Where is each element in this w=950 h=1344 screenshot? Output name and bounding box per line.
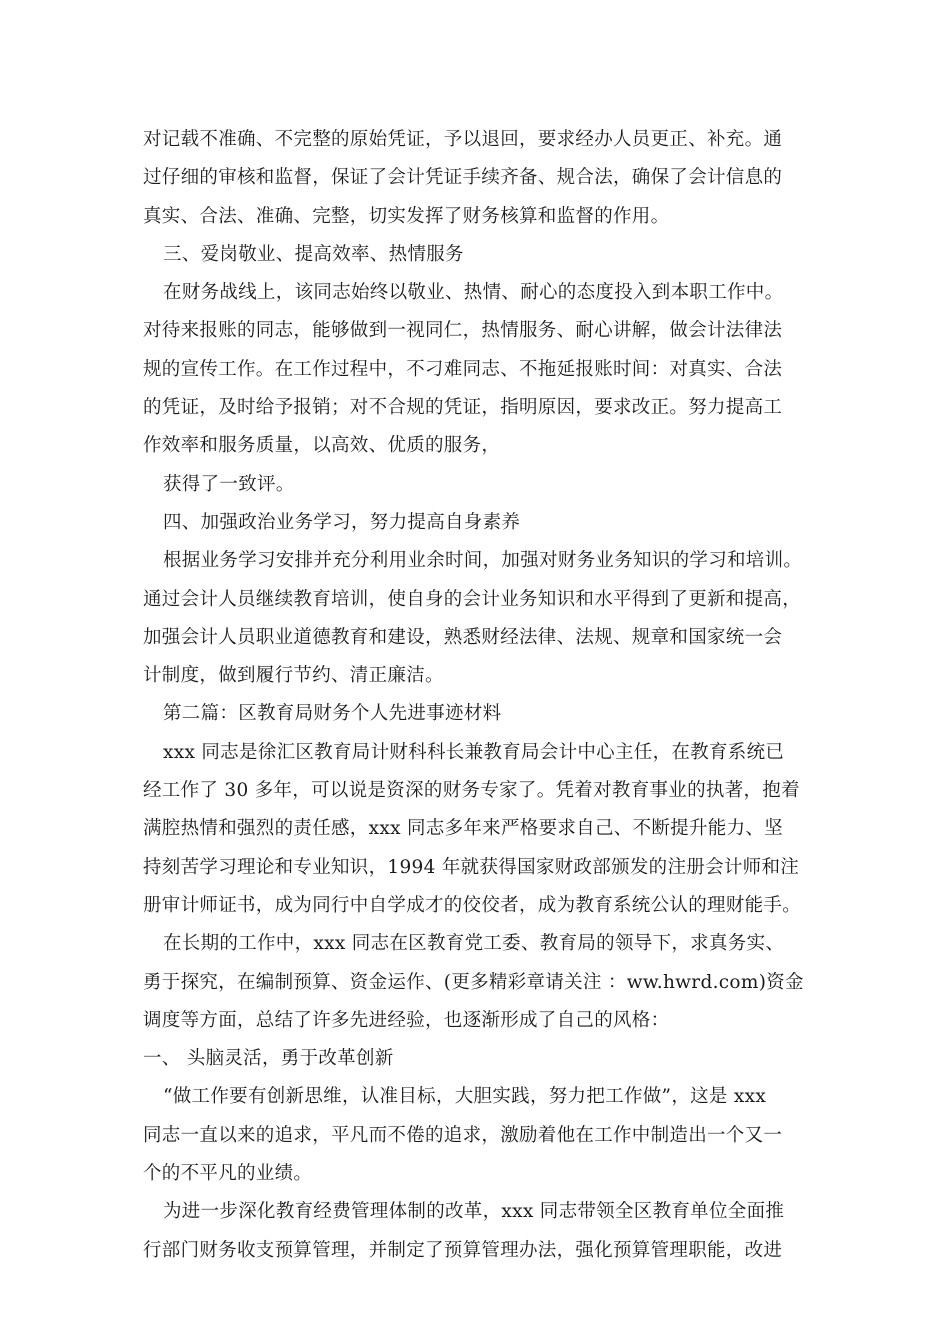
text-line: 经工作了 30 多年，可以说是资深的财务专家了。凭着对教育事业的执著，抱着 <box>143 780 800 802</box>
text-line: 计制度，做到履行节约、清正廉洁。 <box>143 665 444 687</box>
text-line: xxx 同志是徐汇区教育局计财科科长兼教育局会计中心主任，在教育系统已 <box>163 741 785 763</box>
text-line: 在长期的工作中，xxx 同志在区教育党工委、教育局的领导下，求真务实、 <box>163 933 785 955</box>
text-line: 规的宣传工作。在工作过程中，不刁难同志、不拖延报账时间：对真实、合法 <box>143 358 783 380</box>
text-line: 行部门财务收支预算管理，并制定了预算管理办法，强化预算管理职能，改进 <box>143 1239 783 1261</box>
text-line: 第二篇：区教育局财务个人先进事迹材料 <box>163 703 502 725</box>
text-line: 四、加强政治业务学习，努力提高自身素养 <box>163 511 521 533</box>
text-line: 过仔细的审核和监督，保证了会计凭证手续齐备、规合法，确保了会计信息的 <box>143 167 783 189</box>
text-line: 持刻苦学习理论和专业知识，1994 年就获得国家财政部颁发的注册会计师和注 <box>143 856 800 878</box>
document-body <box>143 121 823 1270</box>
text-line: 加强会计人员职业道德教育和建设，熟悉财经法律、法规、规章和国家统一会 <box>143 626 783 648</box>
text-line: 满腔热情和强烈的责任感，xxx 同志多年来严格要求自己、不断提升能力、坚 <box>143 818 783 840</box>
text-line: 作效率和服务质量，以高效、优质的服务， <box>143 435 501 457</box>
text-line: 个的不平凡的业绩。 <box>143 1163 313 1185</box>
text-line: 在财务战线上，该同志始终以敬业、热情、耐心的态度投入到本职工作中。 <box>163 282 784 304</box>
text-line: 调度等方面，总结了许多先进经验，也逐渐形成了自己的风格： <box>143 1009 670 1031</box>
text-line: 为进一步深化教育经费管理体制的改革，xxx 同志带领全区教育单位全面推 <box>163 1201 785 1223</box>
text-line: 勇于探究，在编制预算、资金运作、(更多精彩章请关注 ：ww.hwrd.com)资金 <box>143 971 804 993</box>
text-line: 通过会计人员继续教育培训，使自身的会计业务知识和水平得到了更新和提高， <box>143 588 802 610</box>
text-line: 获得了一致评。 <box>163 473 295 495</box>
text-line: 三、爱岗敬业、提高效率、热情服务 <box>163 243 464 265</box>
text-line: 同志一直以来的追求，平凡而不倦的追求，激励着他在工作中制造出一个又一 <box>143 1124 783 1146</box>
text-line: 册审计师证书，成为同行中自学成才的佼佼者，成为教育系统公认的理财能手。 <box>143 894 802 916</box>
text-line: 真实、合法、准确、完整，切实发挥了财务核算和监督的作用。 <box>143 205 670 227</box>
text-line: 根据业务学习安排并充分利用业余时间，加强对财务业务知识的学习和培训。 <box>163 550 803 572</box>
text-line: “做工作要有创新思维，认准目标，大胆实践，努力把工作做”，这是 xxx <box>163 1086 767 1108</box>
text-line: 一、 头脑灵活，勇于改革创新 <box>143 1048 394 1070</box>
text-line: 的凭证，及时给予报销；对不合规的凭证，指明原因，要求改正。努力提高工 <box>143 397 783 419</box>
text-line: 对记载不准确、不完整的原始凭证，予以退回，要求经办人员更正、补充。通 <box>143 129 783 150</box>
text-line: 对待来报账的同志，能够做到一视同仁，热情服务、耐心讲解，做会计法律法 <box>143 320 783 342</box>
